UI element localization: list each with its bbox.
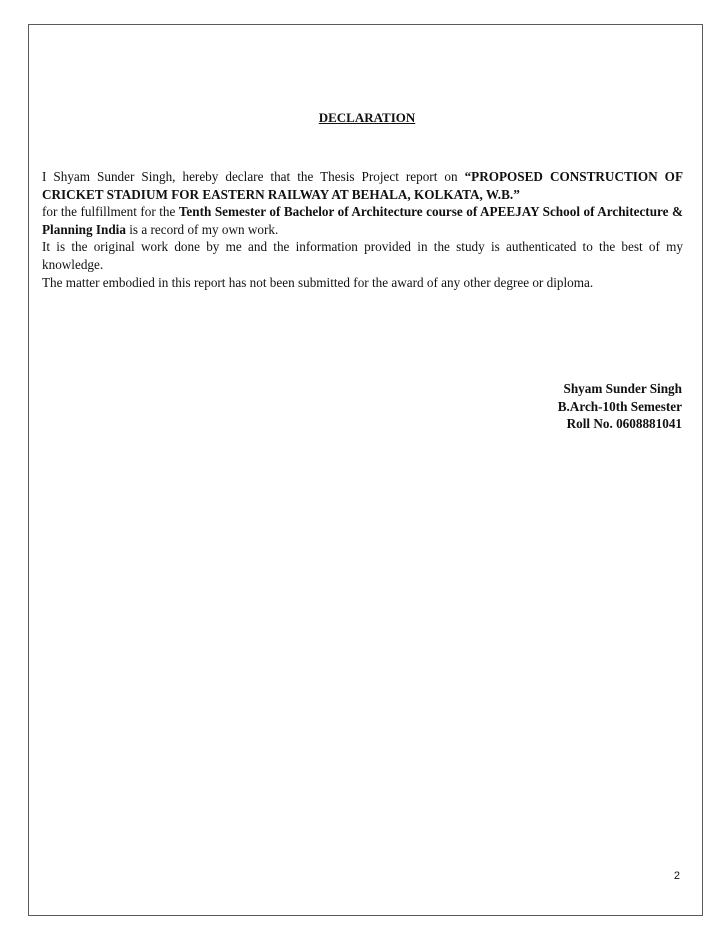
- declaration-paragraph-2: [42, 203, 683, 238]
- signatory-name: Shyam Sunder Singh: [563, 381, 682, 396]
- declaration-paragraph-4: The matter embodied in this report has not been submitted for the award of any other degree or diploma.: [42, 274, 594, 290]
- signature-block: [558, 380, 682, 433]
- course-name: Tenth Semester of Bachelor of Architecture course of APEEJAY School of Architecture & Planning India: [42, 204, 683, 237]
- declaration-body: [42, 168, 683, 291]
- signatory-course: B.Arch-10th Semester: [557, 398, 682, 414]
- page-border: [28, 24, 703, 916]
- declaration-intro: I Shyam Sunder Singh, hereby declare that the Thesis Project report on: [42, 169, 465, 184]
- own-work-text: is a record of my own work.: [125, 221, 279, 237]
- declaration-paragraph-1: [42, 168, 683, 203]
- project-title: “PROPOSED CONSTRUCTION OF CRICKET STADIUM FOR EASTERN RAILWAY AT BEHALA, KOLKATA, W.B.”: [42, 169, 683, 202]
- page-title: DECLARATION: [318, 110, 416, 125]
- signatory-roll-number: Roll No. 0608881041: [566, 416, 682, 432]
- fulfillment-text: for the fulfillment for the: [42, 204, 179, 220]
- page-number: 2: [673, 870, 680, 882]
- declaration-paragraph-3: It is the original work done by me and the information provided in the study is authenticated to the best of my knowledge.: [42, 239, 683, 272]
